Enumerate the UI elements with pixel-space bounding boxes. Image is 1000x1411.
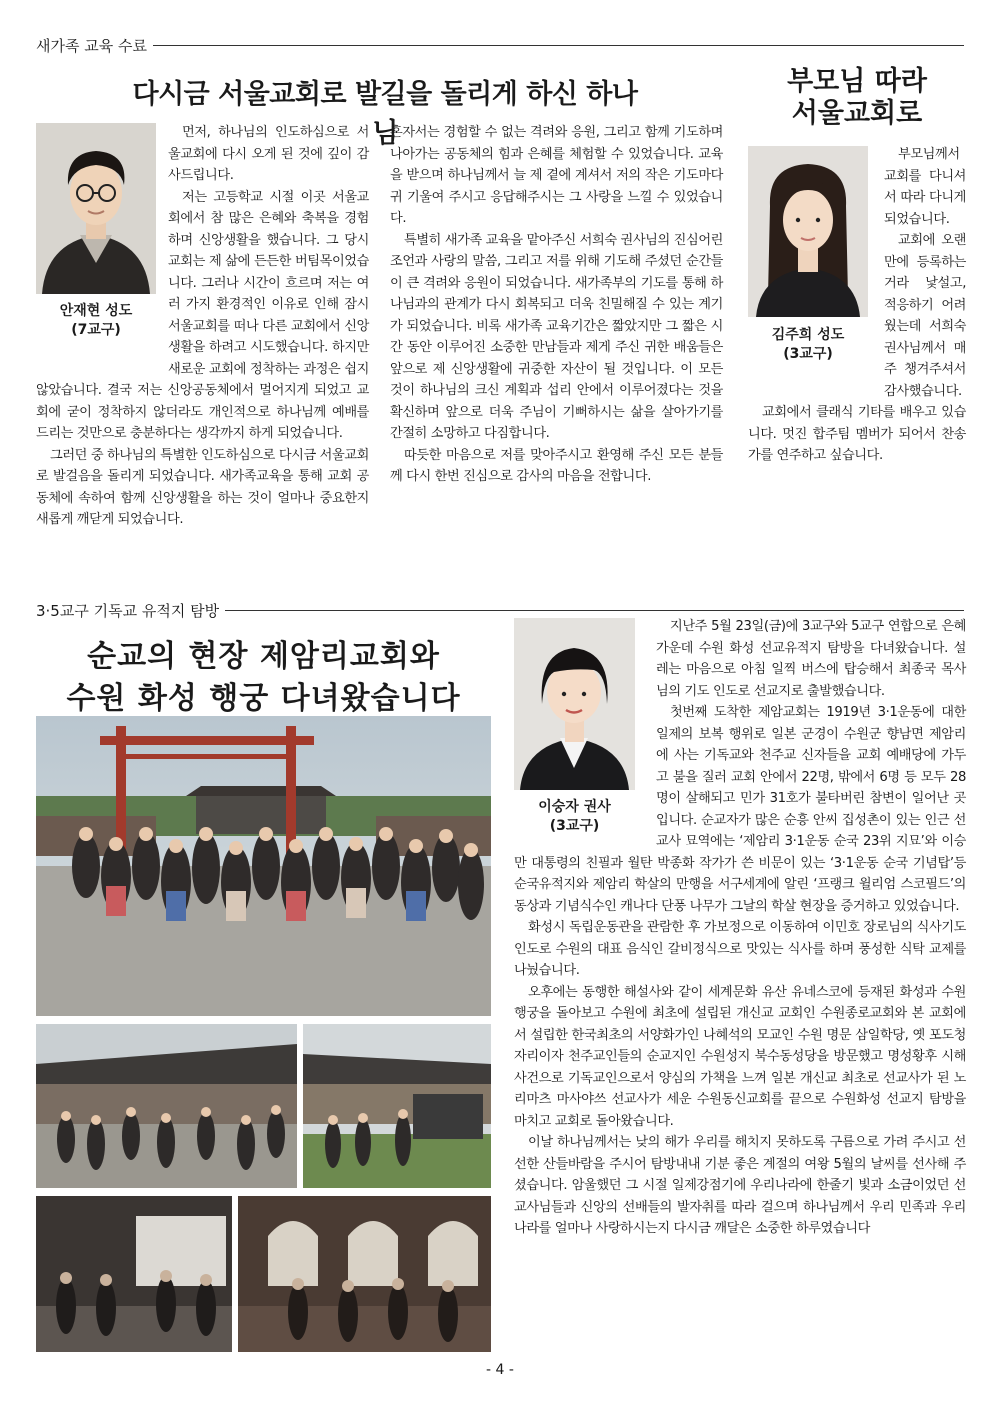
article3-text [514,616,966,1356]
author-name: 김주희 성도 [771,327,845,343]
paragraph: 따듯한 마음으로 저를 맞아주시고 환영해 주신 모든 분들께 다시 한번 진심으로 감사의 마음을 전합니다. [390,447,723,484]
tour-photo-icon [238,1196,491,1352]
article2-text [748,144,966,534]
article1-column-1 [36,122,369,592]
paragraph: 혼자서는 경험할 수 없는 격려와 응원, 그리고 함께 기도하며 나아가는 공동체의 힘과 은혜를 체험할 수 있었습니다. 교육을 받으며 하나님께서 늘 제 곁에 계셔서 저의 작은 기도마다 귀 기울여 주시고 응답해주시는 그 사랑을 느낄 수 있었습니다. [390,125,723,226]
article-title: 다시금 서울교회로 발길을 돌리게 하신 하나님 [132,79,638,149]
paragraph: 특별히 새가족 교육을 맡아주신 서희숙 권사님의 진심어린 조언과 사랑의 말씀, 그리고 저를 위해 기도해 주셨던 순간들이 큰 격려와 응원이 되었습니다. 새가족부의 기도를 통해 하나님과의 관계가 다시 회복되고 더욱 친밀해질 수 있는 계기가 되었습니다. 비록 새가족 교육기간은 짧았지만 그 짧은 시간 동안 이루어진 소중한 만남들과 제게 주신 귀한 배움들은 앞으로 제 신앙생활에 귀중한 자산이 될 것입니다. 이 모든 것이 하나님의 크신 계획과 섭리 안에서 이루어졌다는 것을 확신하며 앞으로 더욱 주님이 기뻐하시는 삶을 살아가기를 간절히 소망하고 다짐합니다. [390,232,723,441]
tour-photo [303,1024,491,1188]
section-rule [225,610,964,611]
paragraph: 지난주 5월 23일(금)에 3교구와 5교구 연합으로 은혜 가운데 수원 화성 선교유적지 탐방을 다녀왔습니다. 설레는 마음으로 아침 일찍 버스에 탑승해서 최종국 목사님의 기도 인도로 선교지로 출발했습니다. [656,619,966,699]
paragraph: 부모님께서 교회를 다니셔서 따라 다니게 되었습니다. [884,147,966,227]
author-group: (3교구) [549,818,600,834]
title-line: 부모님 따라 [787,66,927,97]
paragraph: 먼저, 하나님의 인도하심으로 서울교회에 다시 오게 된 것에 깊이 감사드립니다. [168,125,369,183]
tour-photo-icon [303,1024,491,1188]
article3-title [36,636,491,720]
paragraph: 교회에서 클래식 기타를 배우고 있습니다. 멋진 합주팀 멤버가 되어서 찬송가를 연주하고 싶습니다. [748,405,966,463]
tour-photo-icon [36,1196,232,1352]
title-line: 서울교회로 [791,98,923,129]
group-photo [36,716,491,1016]
tour-photo [36,1024,297,1188]
article2-title [748,66,966,130]
tour-photo [36,1196,232,1352]
section-heading: 3·5교구 기독교 유적지 탐방 [36,601,220,620]
group-photo-icon [36,716,491,1016]
author-name: 이숭자 권사 [538,799,611,815]
title-line: 순교의 현장 제암리교회와 [87,639,440,674]
section-header-new-family [36,34,964,56]
tour-photo [238,1196,491,1352]
paragraph: 화성시 독립운동관을 관람한 후 가보정으로 이동하여 이민호 장로님의 식사기도 인도로 수원의 대표 음식인 갈비정식으로 맛있는 식사를 하며 풍성한 식탁 교제를 나눴습니다. [514,920,966,978]
author-name: 안재현 성도 [59,303,133,319]
paragraph: 저는 고등학교 시절 이곳 서울교회에서 참 많은 은혜와 축복을 경험하며 신앙생활을 했습니다. 그 당시 교회는 제 삶에 든든한 버팀목이었습니다. 그러나 시간이 흐르며 저는 여러 가지 환경적인 이유로 인해 잠시 서울교회를 떠나 다른 교회에서 신앙생활을 하려고 시도했습니다. 하지만 새로운 교회에 정착하는 과정은 쉽지 않았습니다. 결국 저는 신앙공동체에서 멀어지게 되었고 교회에 굳이 정착하지 않더라도 개인적으로 하나님께 예배를 드리는 것만으로 충분하다는 생각까지 하게 되었습니다. [36,189,369,441]
paragraph: 첫번째 도착한 제암교회는 1919년 3·1운동에 대한 일제의 보복 행위로 일본 군경이 수원군 향남면 제암리에 사는 기독교와 천주교 신자들을 교회 예배당에 가두고 불을 질러 교회 안에서 22명, 밖에서 6명 등 모두 28명이 살해되고 민가 31호가 불타버린 참변이 일어난 곳입니다. 순교자가 많은 순흥 안씨 집성촌이 있는 인근 선교사 묘역에는 ‘제암리 3·1운동 순국 23위 지묘’와 이승만 대통령의 친필과 월탄 박종화 작가가 쓴 비문이 있는 ‘3·1운동 순국 기념탑’등 순국유적지와 제암리 학살의 만행을 서구세계에 알린 ‘프랭크 윌리엄 스코필드’의 동상과 기념식수인 캐나다 단풍 나무가 그날의 학살 현장을 증거하고 있었습니다. [514,705,966,914]
author-group: (7교구) [71,322,121,338]
title-line: 수원 화성 행궁 다녀왔습니다 [66,681,461,716]
paragraph: 교회에 오랜만에 등록하는거라 낯설고, 적응하기 어려웠는데 서희숙 권사님께서 매주 챙겨주셔서 감사했습니다. [884,233,966,399]
author-group: (3교구) [783,346,833,362]
section-heading: 새가족 교육 수료 [36,36,147,55]
paragraph: 오후에는 동행한 해설사와 같이 세계문화 유산 유네스코에 등재된 화성과 수원 행궁을 돌아보고 수원에 최초에 설립된 개신교 교회인 수원종로교회와 본 교회에서 설립한 한국최초의 서양화가인 나혜석의 모교인 수원 명문 삼일학당, 옛 포도청 자리이자 천주교인들의 순교지인 수원성지 북수동성당을 방문했고 명성황후 시해 사건으로 기독교인으로서 양심의 가책을 느껴 일본 개신교 최초로 선교사가 된 노리마츠 마사야쓰 선교사가 세운 수원동신교회를 끝으로 수원화성 선교지 탐방을 마치고 교회로 돌아왔습니다. [514,984,966,1129]
page-number: - 4 - [486,1362,514,1378]
paragraph: 그러던 중 하나님의 특별한 인도하심으로 다시금 서울교회로 발걸음을 돌리게 되었습니다. 새가족교육을 통해 교회 공동체에 속하여 함께 신앙생활을 하는 것이 얼마나 중요한지 새롭게 깨닫게 되었습니다. [36,447,369,527]
article1-column-2 [390,122,723,592]
section-rule [153,45,964,46]
tour-photo-icon [36,1024,297,1188]
paragraph: 이날 하나님께서는 낮의 해가 우리를 해치지 못하도록 구름으로 가려 주시고 선선한 산들바람을 주시어 탐방내내 기분 좋은 계절의 여왕 5월의 날씨를 선사해 주셨습니다. 암울했던 그 시절 일제강점기에 우리나라에 한줄기 빛과 소금이었던 선교사님들과 신앙의 선배들의 발자취를 따라 걸으며 하나님께서 우리 민족과 우리나라를 얼마나 사랑하시는지 다시금 깨달은 소중한 하루였습니다 [514,1135,966,1236]
